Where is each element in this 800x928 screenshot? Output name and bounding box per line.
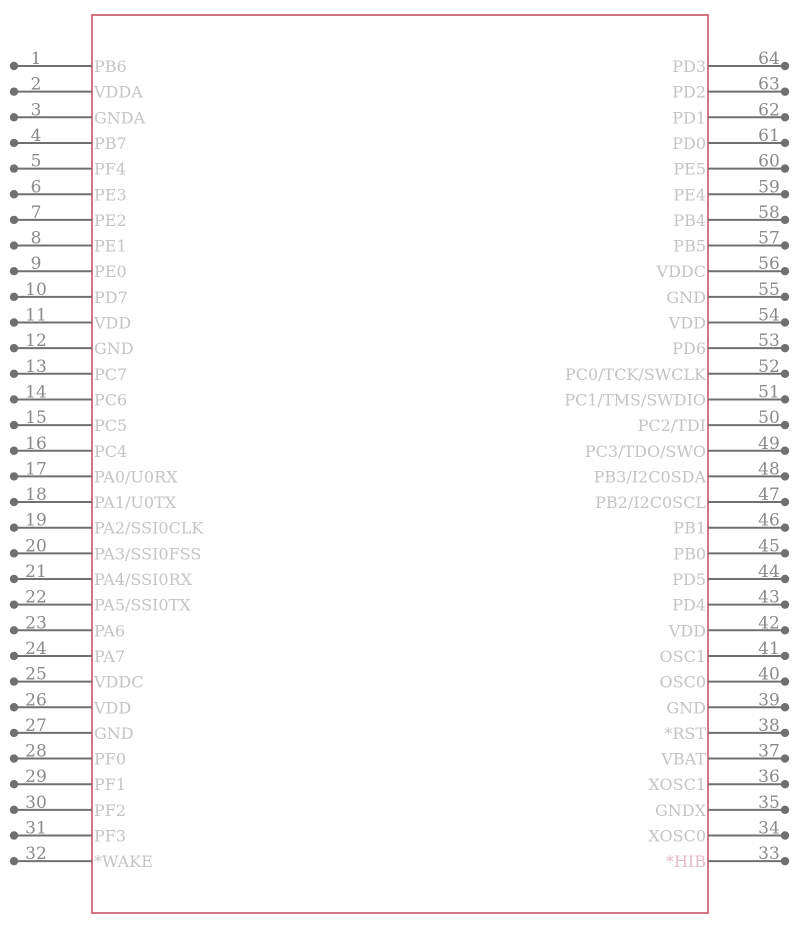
pin-terminal-dot [10,421,18,429]
pin-number: 34 [758,818,780,839]
pin-number: 53 [758,331,780,352]
pin-number: 19 [25,510,47,531]
pin-10 [10,280,128,307]
pin-16 [10,434,127,461]
pin-terminal-dot [781,652,789,660]
pin-49 [585,434,789,461]
pin-name: PE2 [94,210,127,230]
pin-name: PF0 [94,749,127,769]
pin-53 [672,331,789,358]
pin-name: VDD [94,698,132,718]
pin-terminal-dot [10,857,18,865]
pin-43 [672,588,789,615]
pin-number: 41 [758,638,780,659]
pin-44 [672,562,789,589]
pin-terminal-dot [10,293,18,301]
pin-38 [664,716,789,743]
pin-terminal-dot [781,216,789,224]
pin-60 [673,152,789,179]
pin-name: PC4 [94,441,128,461]
pin-4 [10,126,127,153]
pin-terminal-dot [781,857,789,865]
pin-terminal-dot [781,62,789,70]
pin-number: 17 [25,459,47,480]
pin-18 [10,485,177,512]
pin-terminal-dot [781,498,789,506]
pin-terminal-dot [10,498,18,506]
pin-28 [10,742,126,769]
pin-terminal-dot [10,241,18,249]
pin-terminal-dot [10,87,18,95]
pin-number: 40 [758,664,780,685]
pin-name: PB2/I2C0SCL [595,493,706,513]
pin-50 [638,408,790,435]
pin-terminal-dot [781,472,789,480]
pin-terminal-dot [10,370,18,378]
pin-terminal-dot [781,575,789,583]
pin-terminal-dot [781,164,789,172]
pin-45 [673,536,789,563]
pin-number: 39 [758,690,780,711]
pin-number: 24 [25,638,47,659]
pin-terminal-dot [781,293,789,301]
pin-number: 29 [25,767,47,788]
pin-terminal-dot [781,113,789,121]
pin-number: 42 [758,613,780,634]
pin-32 [10,844,153,871]
pin-58 [673,203,789,230]
pin-number: 23 [25,613,47,634]
pin-number: 46 [758,510,780,531]
pin-64 [672,49,789,76]
pin-name: PD4 [672,595,706,615]
pin-number: 2 [30,74,42,95]
pin-terminal-dot [10,831,18,839]
pin-terminal-dot [10,113,18,121]
pin-terminal-dot [10,806,18,814]
pin-22 [10,588,191,615]
pin-name: GND [666,698,706,718]
pin-terminal-dot [10,703,18,711]
pin-terminal-dot [10,318,18,326]
pin-name: VBAT [661,749,706,769]
pin-terminal-dot [10,729,18,737]
pin-name: PC3/TDO/SWO [584,441,706,461]
pin-number: 45 [758,536,780,557]
right-pin-column [564,49,789,871]
pin-name: PC0/TCK/SWCLK [564,364,706,384]
pin-number: 51 [758,382,780,403]
pin-name: PF4 [94,159,127,179]
pin-name: *WAKE [94,852,153,872]
pin-number: 8 [30,228,42,249]
pin-26 [10,690,131,717]
pin-7 [10,203,127,230]
pin-terminal-dot [781,447,789,455]
pin-number: 52 [758,356,780,377]
pin-number: 43 [758,587,780,608]
pin-37 [660,742,789,769]
pin-name: PA6 [94,621,126,641]
pin-name: VDD [668,313,706,333]
pin-number: 6 [30,177,42,198]
pin-number: 56 [758,254,780,275]
pin-24 [10,639,125,666]
pin-name: PC5 [94,416,128,436]
pin-name: PC6 [94,390,128,410]
pin-47 [595,485,789,512]
pin-name: PD6 [672,339,706,359]
pin-number: 44 [758,562,780,582]
pin-number: 49 [758,433,780,454]
pin-number: 5 [30,151,42,172]
pin-9 [10,254,127,281]
pin-48 [594,459,790,486]
pin-number: 31 [25,818,47,839]
pin-39 [666,690,789,717]
pin-20 [10,536,202,563]
pin-42 [668,613,789,640]
pin-terminal-dot [781,626,789,634]
pin-terminal-dot [10,395,18,403]
ic-body-outline [92,15,708,913]
pin-name: PC1/TMS/SWDIO [564,390,706,410]
pin-number: 22 [25,587,47,608]
pin-number: 37 [758,741,780,762]
pin-number: 18 [25,485,47,506]
pin-57 [673,229,789,256]
pin-31 [10,819,126,846]
pin-number: 3 [30,100,42,121]
pin-number: 15 [25,408,47,429]
pin-terminal-dot [10,549,18,557]
pin-63 [672,75,789,102]
pin-number: 63 [758,74,780,95]
pin-number: 36 [758,767,780,788]
pin-number: 30 [25,792,47,813]
pin-number: 61 [758,125,780,146]
pin-terminal-dot [781,370,789,378]
pin-6 [10,177,127,204]
pin-name: PA2/SSI0CLK [94,518,204,538]
pin-name: PA4/SSI0RX [94,570,192,589]
pin-number: 11 [25,305,47,326]
pin-terminal-dot [781,754,789,762]
pin-terminal-dot [10,677,18,685]
pin-8 [10,229,127,256]
pin-terminal-dot [10,575,18,583]
pin-terminal-dot [10,164,18,172]
pin-terminal-dot [781,139,789,147]
pin-number: 10 [25,279,47,300]
pin-name: PB6 [94,57,127,76]
pin-name: GNDX [655,800,706,820]
pin-number: 48 [758,459,780,480]
pin-number: 4 [30,125,42,146]
pin-name: PA3/SSI0FSS [94,544,202,564]
pin-name: GNDA [94,108,146,128]
pin-number: 20 [25,536,47,557]
pin-name: VDDA [94,82,143,102]
pin-terminal-dot [10,524,18,532]
pin-number: 54 [758,305,780,326]
pin-terminal-dot [10,216,18,224]
pin-terminal-dot [10,447,18,455]
pin-17 [10,459,178,486]
pin-number: 59 [758,177,780,198]
pin-25 [10,665,144,692]
pin-name: PA1/U0TX [94,493,177,513]
pin-name: PB3/I2C0SDA [593,467,706,487]
pin-27 [10,716,134,743]
pin-30 [10,793,126,820]
pin-terminal-dot [10,472,18,480]
pin-name: PC2/TDI [637,416,706,436]
pin-number: 14 [25,382,47,403]
pin-number: 16 [25,433,47,454]
pin-terminal-dot [10,780,18,788]
pin-terminal-dot [781,549,789,557]
pin-34 [648,819,789,846]
pin-name: PE1 [94,236,127,256]
pin-name: PB4 [673,210,706,230]
pin-52 [565,357,789,384]
pin-name: GND [94,723,134,743]
pin-name: PD2 [672,82,706,102]
pin-51 [564,382,789,409]
pin-name: PA7 [94,646,126,666]
pin-19 [10,511,205,538]
pin-name: VDD [94,313,132,333]
pin-name: PF3 [94,826,127,846]
pin-number: 62 [758,100,780,121]
pin-54 [668,306,789,333]
pin-name: VDDC [94,672,144,692]
pin-name: PB5 [673,236,706,256]
pin-terminal-dot [781,677,789,685]
pin-number: 13 [25,356,47,377]
pin-name: OSC0 [659,672,706,692]
pin-56 [656,254,790,281]
pin-terminal-dot [10,190,18,198]
pin-46 [673,511,789,538]
pin-name: PE0 [94,262,127,282]
pin-15 [10,408,127,435]
pin-number: 28 [25,741,47,762]
pin-name: PA0/U0RX [94,467,178,487]
pin-23 [10,613,125,640]
pin-name: PD1 [672,108,706,128]
pin-name: VDDC [656,262,706,282]
pin-terminal-dot [10,754,18,762]
pin-number: 21 [25,562,47,582]
pin-3 [10,100,146,127]
pin-name: GND [94,339,134,359]
pin-terminal-dot [10,267,18,275]
pin-terminal-dot [781,421,789,429]
pin-terminal-dot [781,524,789,532]
pin-40 [660,665,790,692]
pin-terminal-dot [10,62,18,70]
pin-13 [10,357,127,384]
pin-33 [666,844,789,871]
pin-number: 57 [758,228,780,249]
pin-name: PC7 [94,364,128,384]
pin-number: 27 [25,715,47,736]
pin-62 [672,100,789,127]
pin-name: PA5/SSI0TX [94,595,191,615]
pin-terminal-dot [781,87,789,95]
pin-12 [10,331,134,358]
pin-terminal-dot [781,344,789,352]
pin-name: OSC1 [659,646,706,666]
pin-name: PB1 [673,518,706,538]
pin-terminal-dot [10,139,18,147]
pin-number: 1 [30,49,42,69]
pin-terminal-dot [10,600,18,608]
pin-name: PE5 [673,159,706,179]
pin-terminal-dot [781,703,789,711]
pin-41 [660,639,790,666]
pin-name: XOSC0 [648,826,706,846]
pin-number: 47 [758,485,780,506]
pin-5 [10,152,126,179]
pin-1 [10,49,127,76]
pin-terminal-dot [781,780,789,788]
pin-name: PD3 [672,57,706,76]
pin-21 [10,562,193,589]
pin-number: 55 [758,279,780,300]
pin-name: *HIB [665,852,706,872]
pin-terminal-dot [781,267,789,275]
pin-number: 33 [758,844,780,865]
pin-number: 38 [758,715,780,736]
pin-terminal-dot [781,806,789,814]
pin-number: 60 [758,151,780,172]
pin-14 [10,382,127,409]
pin-number: 32 [25,844,47,865]
left-pin-column [10,49,205,871]
pin-terminal-dot [781,600,789,608]
pin-name: PD7 [94,287,128,307]
pin-29 [10,767,126,794]
pin-number: 7 [30,202,42,223]
pin-name: PD5 [672,570,706,589]
pin-terminal-dot [10,652,18,660]
pin-name: VDD [668,621,706,641]
pin-number: 50 [758,408,780,429]
pin-terminal-dot [781,395,789,403]
pin-terminal-dot [10,344,18,352]
pin-terminal-dot [781,729,789,737]
pin-name: PF1 [94,775,127,795]
pin-terminal-dot [781,241,789,249]
pin-number: 25 [25,664,47,685]
pin-name: PB0 [673,544,706,564]
pin-name: *RST [664,723,706,743]
pin-name: PF2 [94,800,127,820]
pin-terminal-dot [781,831,789,839]
pin-11 [10,306,131,333]
pin-name: PE4 [673,185,706,205]
pin-36 [648,767,789,794]
pin-name: PE3 [94,185,127,205]
pin-59 [673,177,789,204]
pin-number: 64 [758,49,780,69]
pin-number: 12 [25,331,47,352]
pin-name: PD0 [672,133,706,153]
pin-55 [666,280,789,307]
pin-terminal-dot [781,318,789,326]
pin-61 [672,126,789,153]
pin-number: 26 [25,690,47,711]
pin-number: 58 [758,202,780,223]
pin-number: 35 [758,792,780,813]
pin-terminal-dot [781,190,789,198]
pin-name: GND [666,287,706,307]
pin-2 [10,75,143,102]
pin-name: PB7 [94,133,127,153]
pin-terminal-dot [10,626,18,634]
pin-35 [655,793,789,820]
pin-number: 9 [30,254,42,275]
pin-name: XOSC1 [648,775,706,795]
